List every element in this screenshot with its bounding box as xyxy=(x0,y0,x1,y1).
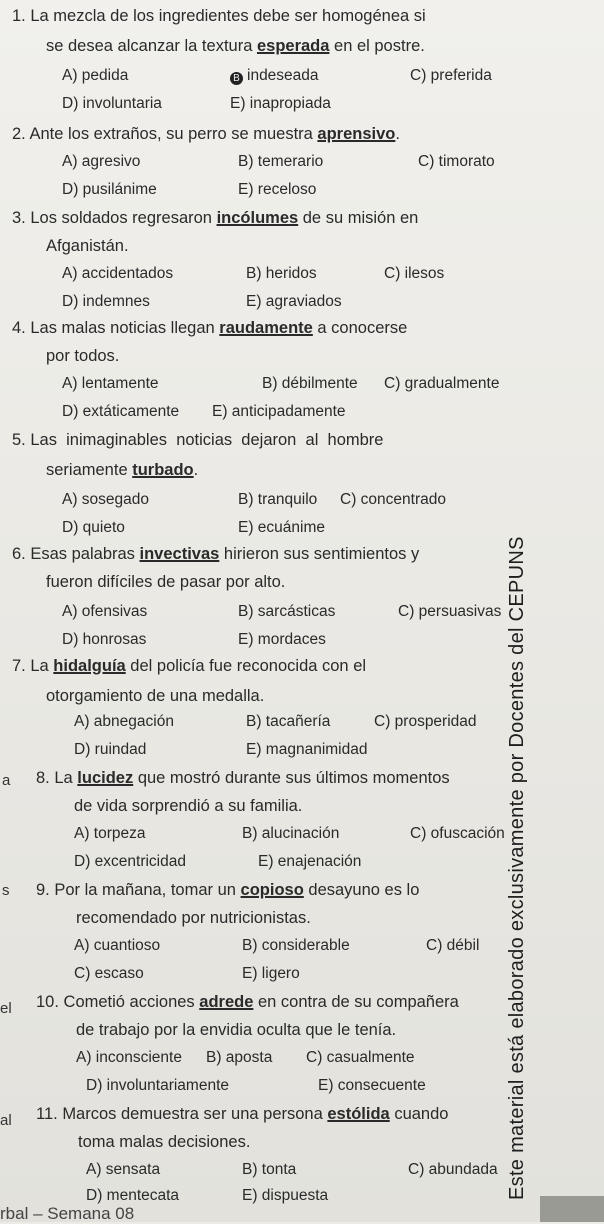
q9-stem-line-2: recomendado por nutricionistas. xyxy=(76,909,311,927)
q2-option-e[interactable]: E) receloso xyxy=(238,181,317,198)
q6-option-c[interactable]: C) persuasivas xyxy=(398,603,502,620)
q6-stem-line-2: fueron difíciles de pasar por alto. xyxy=(46,573,286,591)
target-word: adrede xyxy=(199,993,254,1011)
q1-option-e[interactable]: E) inapropiada xyxy=(230,95,331,112)
q7-stem-line-2: otorgamiento de una medalla. xyxy=(46,687,265,705)
q11-option-d[interactable]: D) mentecata xyxy=(86,1187,180,1204)
q10-option-e[interactable]: E) consecuente xyxy=(318,1077,426,1094)
margin-fragment: el xyxy=(0,1000,12,1017)
q3-stem-line-1: 3. Los soldados regresaron incólumes de su misión en xyxy=(12,209,419,227)
q7-option-e[interactable]: E) magnanimidad xyxy=(246,741,368,758)
q9-option-a[interactable]: A) cuantioso xyxy=(74,937,161,954)
marked-answer-circle: B xyxy=(230,72,243,85)
vertical-watermark: Este material está elaborado exclusivamente por Docentes del CEPUNS xyxy=(506,536,528,1200)
q4-option-b[interactable]: B) débilmente xyxy=(262,375,358,392)
target-word: raudamente xyxy=(219,319,313,337)
q10-option-d[interactable]: D) involuntariamente xyxy=(86,1077,230,1094)
q5-option-e[interactable]: E) ecuánime xyxy=(238,519,326,536)
q4-option-a[interactable]: A) lentamente xyxy=(62,375,159,392)
q1-option-b[interactable]: B indeseada xyxy=(230,66,319,86)
q8-option-b[interactable]: B) alucinación xyxy=(242,825,340,842)
q4-option-c[interactable]: C) gradualmente xyxy=(384,375,500,392)
q5-stem-line-1: 5. Las inimaginables noticias dejaron al hombre xyxy=(12,431,384,449)
q3-stem-line-2: Afganistán. xyxy=(46,237,129,255)
q1-option-c[interactable]: C) preferida xyxy=(410,67,492,84)
target-word: estólida xyxy=(327,1105,390,1123)
q6-option-e[interactable]: E) mordaces xyxy=(238,631,326,648)
q9-option-c[interactable]: C) débil xyxy=(426,937,480,954)
target-word: incólumes xyxy=(216,209,299,227)
q8-stem-line-1: 8. La lucidez que mostró durante sus últimos momentos xyxy=(36,769,450,787)
q7-option-d[interactable]: D) ruindad xyxy=(74,741,147,758)
q11-stem-line-2: toma malas decisiones. xyxy=(78,1133,251,1151)
q1-stem-line-1: 1. La mezcla de los ingredientes debe ser homogénea si xyxy=(12,7,426,25)
q10-option-a[interactable]: A) inconsciente xyxy=(76,1049,182,1066)
q6-option-a[interactable]: A) ofensivas xyxy=(62,603,148,620)
q11-stem-line-1: 11. Marcos demuestra ser una persona estólida cuando xyxy=(36,1105,449,1123)
q9-stem-line-1: 9. Por la mañana, tomar un copioso desayuno es lo xyxy=(36,881,420,899)
q2-option-a[interactable]: A) agresivo xyxy=(62,153,141,170)
q7-stem-line-1: 7. La hidalguía del policía fue reconocida con el xyxy=(12,657,367,675)
q1-option-a[interactable]: A) pedida xyxy=(62,67,129,84)
q10-stem-line-2: de trabajo por la envidia oculta que le tenía. xyxy=(76,1021,397,1039)
q5-option-a[interactable]: A) sosegado xyxy=(62,491,150,508)
q8-option-a[interactable]: A) torpeza xyxy=(74,825,146,842)
margin-fragment: a xyxy=(2,772,11,789)
q7-option-c[interactable]: C) prosperidad xyxy=(374,713,477,730)
q8-option-e[interactable]: E) enajenación xyxy=(258,853,362,870)
page-corner-shadow xyxy=(540,1196,604,1222)
q6-stem-line-1: 6. Esas palabras invectivas hirieron sus sentimientos y xyxy=(12,545,420,563)
q11-option-e[interactable]: E) dispuesta xyxy=(242,1187,329,1204)
q3-option-c[interactable]: C) ilesos xyxy=(384,265,445,282)
q8-option-d[interactable]: D) excentricidad xyxy=(74,853,186,870)
target-word: hidalguía xyxy=(53,657,126,675)
q4-option-e[interactable]: E) anticipadamente xyxy=(212,403,346,420)
q5-stem-line-2: seriamente turbado. xyxy=(46,461,199,479)
target-word: copioso xyxy=(240,881,304,899)
q4-stem-line-1: 4. Las malas noticias llegan raudamente a conocerse xyxy=(12,319,408,337)
page-footer: rbal – Semana 08 xyxy=(0,1204,135,1223)
target-word: lucidez xyxy=(77,769,134,787)
q5-option-c[interactable]: C) concentrado xyxy=(340,491,446,508)
target-word: invectivas xyxy=(139,545,220,563)
q7-option-b[interactable]: B) tacañería xyxy=(246,713,331,730)
q5-option-b[interactable]: B) tranquilo xyxy=(238,491,318,508)
target-word: esperada xyxy=(256,37,330,55)
q2-option-d[interactable]: D) pusilánime xyxy=(62,181,157,198)
margin-fragment: al xyxy=(0,1112,12,1129)
q11-option-b[interactable]: B) tonta xyxy=(242,1161,297,1178)
target-word: aprensivo xyxy=(317,125,396,143)
q9-option-b[interactable]: B) considerable xyxy=(242,937,350,954)
q7-option-a[interactable]: A) abnegación xyxy=(74,713,174,730)
q10-stem-line-1: 10. Cometió acciones adrede en contra de su compañera xyxy=(36,993,459,1011)
q1-stem-line-2: se desea alcanzar la textura esperada en el postre. xyxy=(46,37,425,55)
margin-fragment: s xyxy=(2,882,10,899)
q11-option-c[interactable]: C) abundada xyxy=(408,1161,498,1178)
q4-stem-line-2: por todos. xyxy=(46,347,120,365)
q5-option-d[interactable]: D) quieto xyxy=(62,519,125,536)
q2-option-b[interactable]: B) temerario xyxy=(238,153,324,170)
target-word: turbado xyxy=(132,461,194,479)
q3-option-e[interactable]: E) agraviados xyxy=(246,293,342,310)
q6-option-b[interactable]: B) sarcásticas xyxy=(238,603,336,620)
q2-option-c[interactable]: C) timorato xyxy=(418,153,495,170)
q8-stem-line-2: de vida sorprendió a su familia. xyxy=(74,797,303,815)
q8-option-c[interactable]: C) ofuscación xyxy=(410,825,505,842)
q9-option-d[interactable]: C) escaso xyxy=(74,965,144,982)
q2-stem-line-1: 2. Ante los extraños, su perro se muestra aprensivo. xyxy=(12,125,400,143)
q1-option-d[interactable]: D) involuntaria xyxy=(62,95,162,112)
q3-option-a[interactable]: A) accidentados xyxy=(62,265,174,282)
q3-option-d[interactable]: D) indemnes xyxy=(62,293,150,310)
q10-option-b[interactable]: B) aposta xyxy=(206,1049,273,1066)
q4-option-d[interactable]: D) extáticamente xyxy=(62,403,180,420)
q10-option-c[interactable]: C) casualmente xyxy=(306,1049,415,1066)
q3-option-b[interactable]: B) heridos xyxy=(246,265,317,282)
q9-option-e[interactable]: E) ligero xyxy=(242,965,300,982)
q6-option-d[interactable]: D) honrosas xyxy=(62,631,147,648)
q11-option-a[interactable]: A) sensata xyxy=(86,1161,161,1178)
